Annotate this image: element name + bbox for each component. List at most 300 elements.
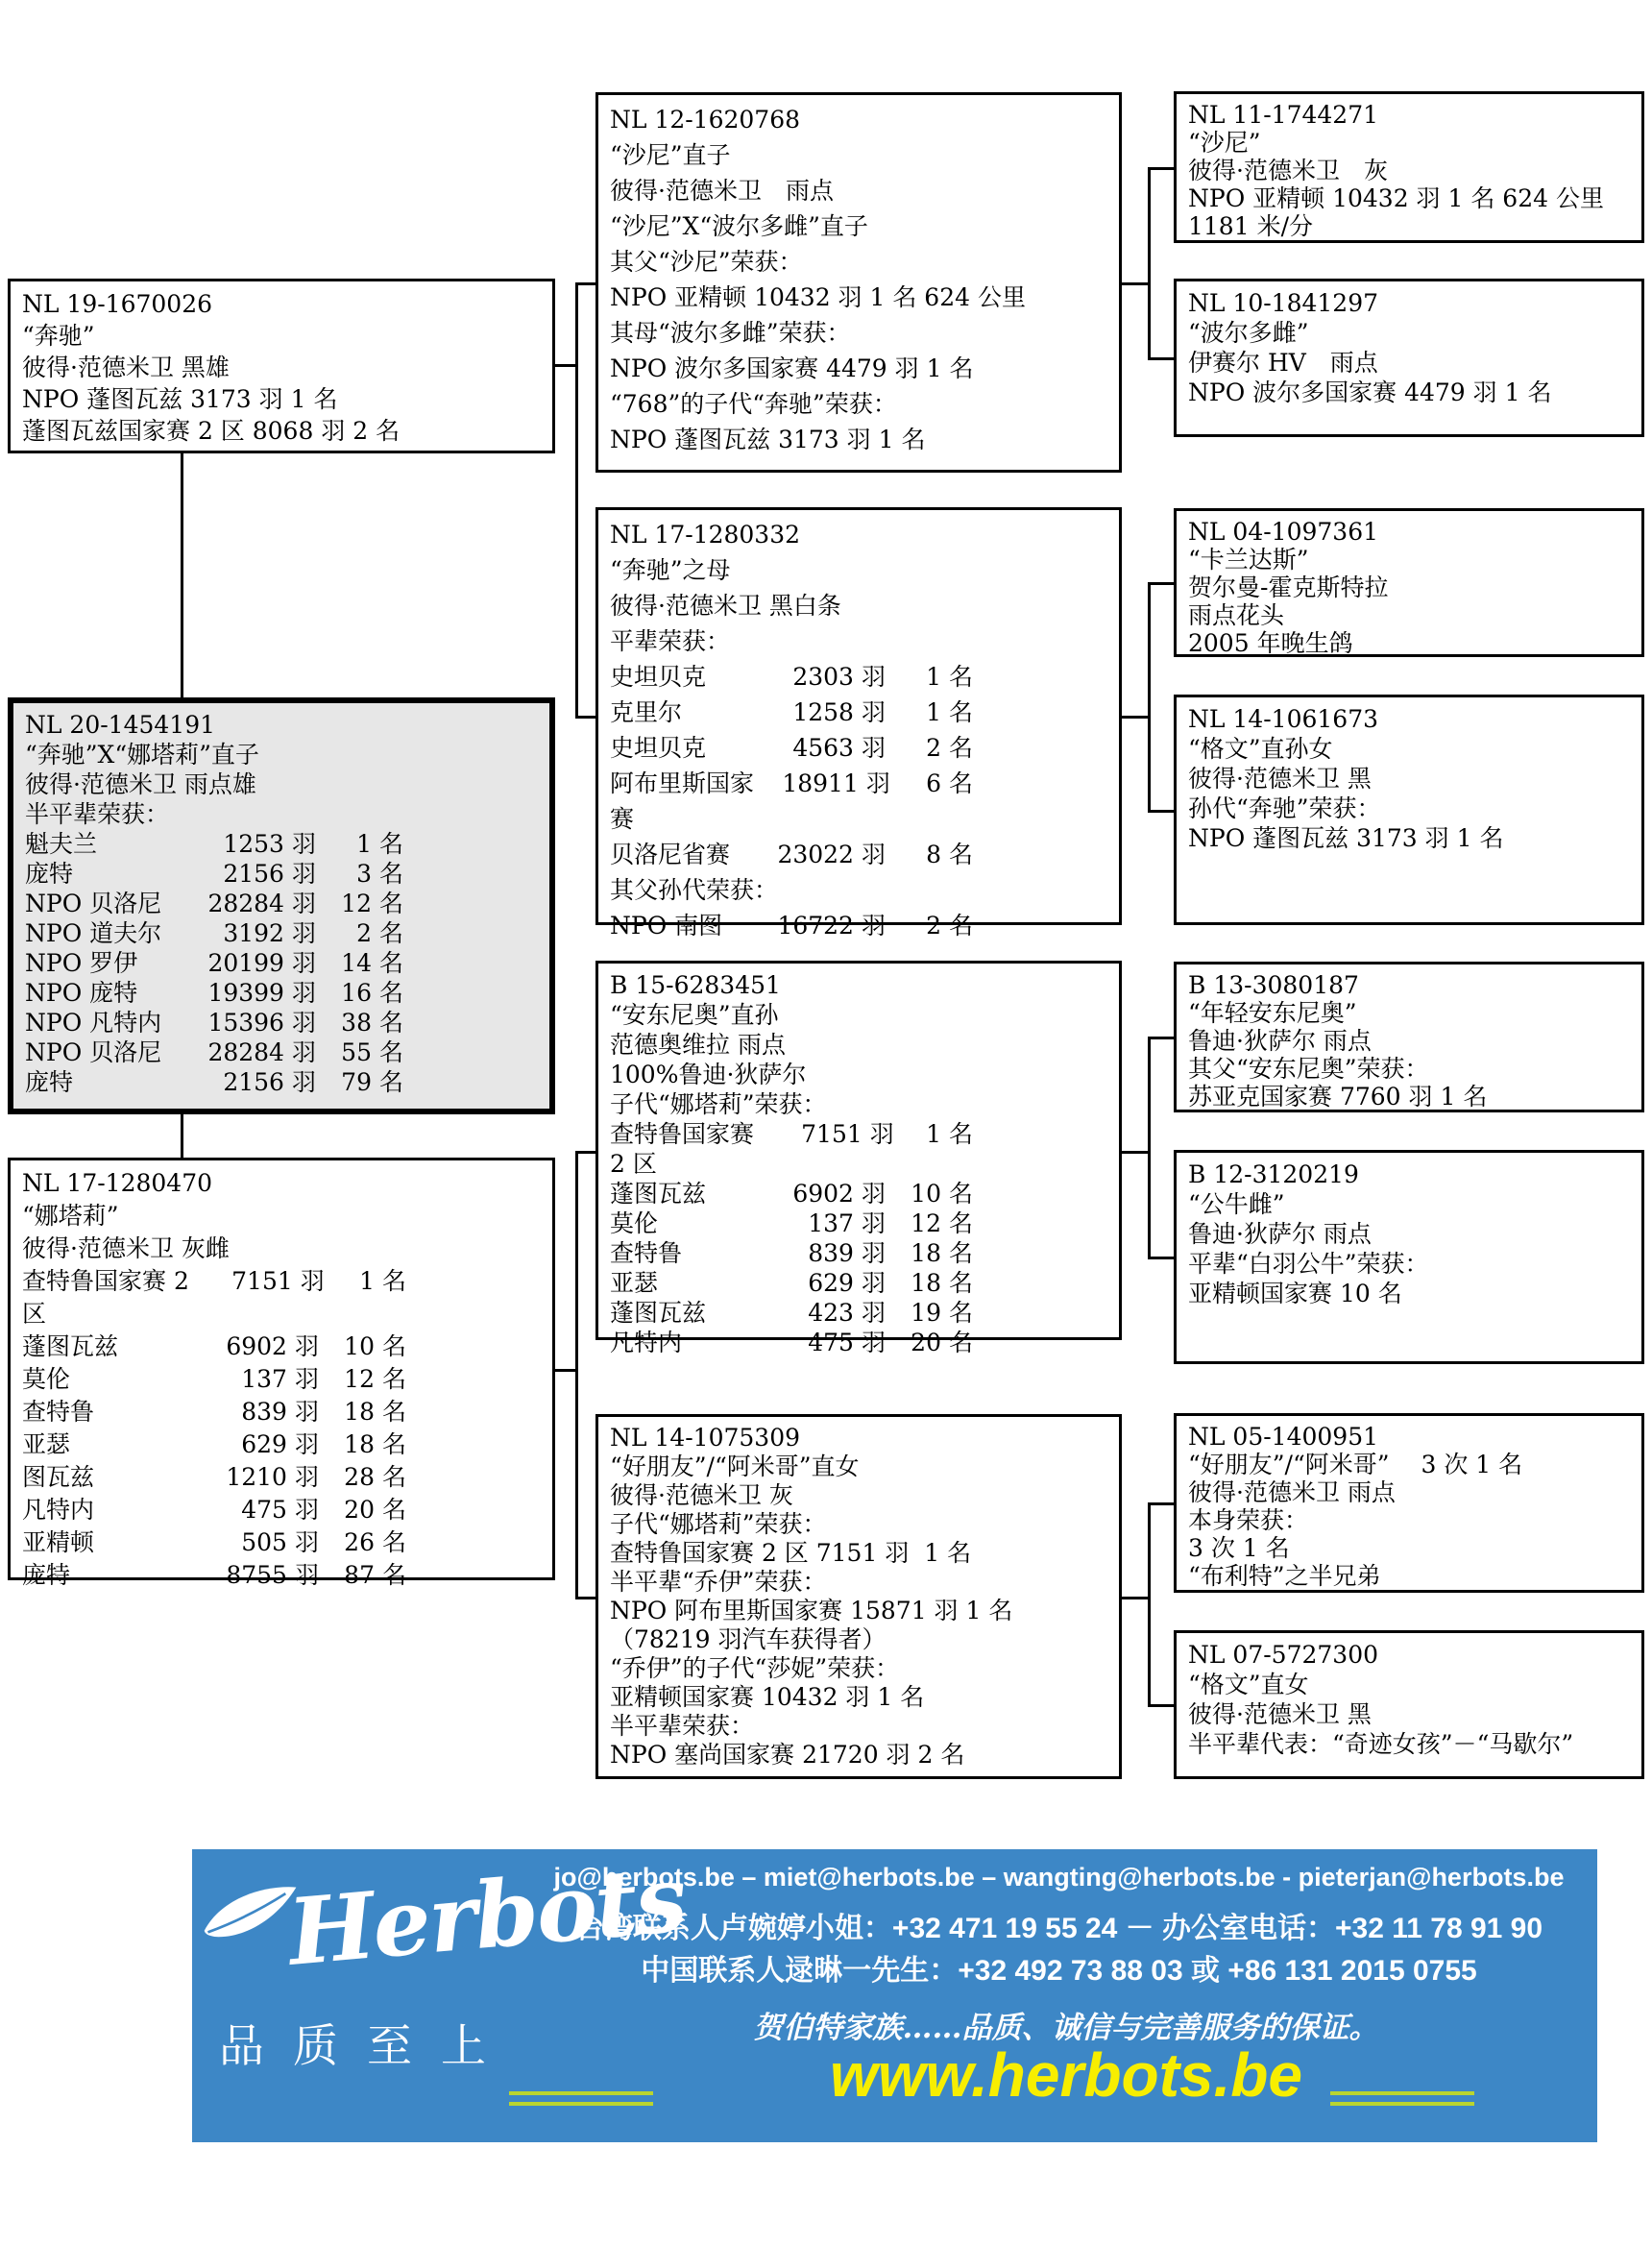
pigeon-count: 28284 [207, 890, 284, 917]
result-row [610, 730, 1107, 766]
pigeon-count: 15396 [207, 1009, 284, 1037]
pedigree-line: 半平辈荣获： [610, 1712, 755, 1740]
pedigree-line: “公牛雌” [1188, 1190, 1285, 1218]
unit-wing: 羽 [861, 1269, 886, 1297]
pedigree-line: 蓬图瓦兹国家赛 2 区 8068 羽 2 名 [22, 417, 401, 445]
pigeon-count: 8755 [226, 1561, 287, 1589]
pedigree-line: “奔驰” [22, 322, 95, 350]
pedigree-line: 3 次 1 名 [1188, 1534, 1290, 1562]
pigeon-count: 505 [241, 1528, 287, 1556]
rank-value: 16 [341, 979, 372, 1007]
result-row [610, 659, 1107, 695]
pedigree-line: NPO 蓬图瓦兹 3173 羽 1 名 [1188, 824, 1504, 852]
pedigree-box-r8 [1174, 1630, 1644, 1779]
pedigree-line: 2005 年晚生鸽 [1188, 629, 1353, 657]
unit-wing: 羽 [861, 1209, 886, 1237]
pedigree-box-m3 [595, 961, 1122, 1356]
unit-wing: 羽 [291, 949, 316, 977]
result-row [25, 889, 538, 918]
pedigree-line: NL 11-1744271 [1188, 101, 1379, 129]
race-name: 图瓦兹 [22, 1463, 95, 1491]
rank-value: 2 [356, 919, 372, 947]
race-name: 蓬图瓦兹 [610, 1180, 707, 1208]
pedigree-line: “好朋友”/“阿米哥”直女 [610, 1453, 860, 1480]
unit-rank: 名 [948, 1329, 973, 1356]
pedigree-line: 彼得·范德米卫 黑 [1188, 765, 1372, 793]
race-name: 查特鲁 [610, 1239, 683, 1267]
pigeon-count: 137 [241, 1365, 287, 1393]
pedigree-line: NL 14-1075309 [610, 1424, 801, 1452]
pedigree-line: 贺尔曼-霍克斯特拉 [1188, 574, 1389, 601]
connector-line [181, 453, 183, 697]
result-row [610, 1268, 1107, 1298]
connector-line [1122, 716, 1151, 719]
pedigree-line: 本身荣获： [1188, 1506, 1309, 1534]
pedigree-line: 平辈“白羽公牛”荣获： [1188, 1250, 1429, 1278]
race-name: 查特鲁 [22, 1398, 95, 1426]
race-name: 克里尔 [610, 698, 683, 726]
race-name: 亚精顿 [22, 1528, 95, 1556]
race-name: NPO 凡特内 [25, 1009, 162, 1037]
unit-wing: 羽 [865, 769, 890, 797]
pedigree-line: 其父孙代荣获： [610, 876, 779, 904]
unit-rank: 名 [381, 1528, 406, 1556]
result-row [610, 1208, 1107, 1238]
unit-rank: 名 [378, 919, 403, 947]
pedigree-line: “沙尼”X“波尔多雌”直子 [610, 212, 868, 240]
pedigree-line: “年轻安东尼奥” [1188, 999, 1357, 1027]
pedigree-line: NL 17-1280470 [22, 1169, 213, 1197]
rank-value: 18 [344, 1430, 375, 1458]
pedigree-box-r2 [1174, 279, 1644, 437]
rank-value: 6 [926, 769, 941, 797]
result-row [610, 908, 1107, 943]
unit-wing: 羽 [294, 1398, 319, 1426]
race-name: 亚瑟 [610, 1269, 659, 1297]
rank-value: 2 [926, 734, 941, 762]
race-name: 蓬图瓦兹 [610, 1299, 707, 1327]
pigeon-count: 6902 [792, 1180, 854, 1208]
unit-wing: 羽 [291, 860, 316, 888]
rank-value: 38 [341, 1009, 372, 1037]
pedigree-box-r3 [1174, 508, 1644, 657]
result-row [610, 695, 1107, 730]
connector-line [575, 1151, 595, 1154]
unit-wing: 羽 [869, 1120, 894, 1148]
pedigree-line: “格文”直孙女 [1188, 735, 1333, 763]
unit-wing: 羽 [291, 1068, 316, 1096]
unit-wing: 羽 [861, 698, 886, 726]
connector-line [1148, 167, 1151, 357]
pigeon-count: 28284 [207, 1038, 284, 1066]
connector-line [1122, 1151, 1151, 1154]
rank-value: 3 [356, 860, 372, 888]
race-name: NPO 贝洛尼 [25, 890, 162, 917]
pedigree-line: NPO 阿布里斯国家赛 15871 羽 1 名 [610, 1597, 1013, 1624]
pigeon-count: 629 [241, 1430, 287, 1458]
unit-rank: 名 [381, 1365, 406, 1393]
connector-line [1148, 582, 1174, 585]
connector-line [1148, 1704, 1174, 1707]
pedigree-box-r4 [1174, 695, 1644, 925]
pedigree-line: 查特鲁国家赛 2 区 7151 羽 1 名 [610, 1539, 972, 1567]
pigeon-count: 475 [808, 1329, 854, 1356]
pigeon-count: 629 [808, 1269, 854, 1297]
pigeon-count: 7151 [231, 1267, 293, 1295]
pigeon-count: 6902 [226, 1332, 287, 1360]
pedigree-line: 半平辈荣获： [25, 800, 170, 828]
pedigree-line: “沙尼” [1188, 129, 1261, 157]
connector-line [575, 282, 578, 716]
rank-value: 12 [341, 890, 372, 917]
decorative-lines-right [1330, 2091, 1474, 2106]
connector-line [575, 1597, 595, 1599]
race-name: 庞特 [25, 1068, 74, 1096]
rank-value: 2 [926, 912, 941, 940]
result-row [22, 1363, 541, 1396]
unit-rank: 名 [381, 1561, 406, 1589]
pedigree-line: 1181 米/分 [1188, 212, 1313, 240]
pedigree-box-m4 [595, 1414, 1122, 1779]
pedigree-line: 平辈荣获： [610, 627, 731, 655]
pedigree-box-r7 [1174, 1413, 1644, 1593]
rank-value: 14 [341, 949, 372, 977]
race-name: 查特鲁国家赛 2 区 [610, 1120, 762, 1178]
result-row [25, 859, 538, 889]
race-name: 史坦贝克 [610, 663, 707, 691]
pedigree-line: NPO 亚精顿 10432 羽 1 名 624 公里 [610, 283, 1026, 311]
pedigree-line: 彼得·范德米卫 黑白条 [610, 592, 841, 620]
pigeon-count: 4563 [792, 734, 854, 762]
pedigree-line: 亚精顿国家赛 10432 羽 1 名 [610, 1683, 925, 1711]
family-tagline: 贺伯特家族……品质、诚信与完善服务的保证。 [753, 2011, 1379, 2045]
race-name: NPO 罗伊 [25, 949, 138, 977]
herbots-banner [192, 1845, 1597, 2142]
pedigree-line: 伊赛尔 HV 雨点 [1188, 349, 1378, 377]
taiwan-contact-line: 台湾联系人卢婉婷小姐：+32 471 19 55 24 － 办公室电话：+32 11 78 91 90 [574, 1913, 1543, 1944]
unit-rank: 名 [948, 769, 973, 797]
pedigree-box-b [8, 697, 555, 1114]
connector-line [575, 716, 595, 719]
pedigree-line: 彼得·范德米卫 雨点雄 [25, 770, 256, 798]
china-contact-line: 中国联系人逯晽一先生：+32 492 73 88 03 或 +86 131 2015 0755 [641, 1955, 1477, 1987]
unit-wing: 羽 [861, 663, 886, 691]
result-row [25, 829, 538, 859]
pedigree-line: “好朋友”/“阿米哥” 3 次 1 名 [1188, 1451, 1523, 1478]
connector-line [575, 1151, 578, 1597]
pigeon-count: 18911 [782, 769, 859, 797]
rank-value: 19 [911, 1299, 941, 1327]
pedigree-line: NPO 亚精顿 10432 羽 1 名 624 公里 [1188, 184, 1604, 212]
rank-value: 26 [344, 1528, 375, 1556]
rank-value: 1 [926, 663, 941, 691]
pigeon-count: 1253 [223, 830, 284, 858]
rank-value: 18 [911, 1239, 941, 1267]
unit-rank: 名 [381, 1398, 406, 1426]
pedigree-line: NL 14-1061673 [1188, 705, 1379, 733]
pedigree-line: “768”的子代“奔驰”荣获： [610, 390, 897, 418]
pedigree-line: “奔驰”之母 [610, 556, 731, 584]
unit-rank: 名 [378, 890, 403, 917]
race-name: NPO 庞特 [25, 979, 138, 1007]
unit-wing: 羽 [291, 979, 316, 1007]
result-row [22, 1526, 541, 1559]
rank-value: 12 [344, 1365, 375, 1393]
race-name: NPO 南图 [610, 912, 723, 940]
rank-value: 20 [344, 1496, 375, 1524]
connector-line [575, 282, 595, 285]
pedigree-line: 半平辈代表：“奇迹女孩”－“马歇尔” [1188, 1730, 1574, 1758]
rank-value: 1 [926, 1120, 941, 1148]
pedigree-box-r6 [1174, 1150, 1644, 1364]
unit-wing: 羽 [291, 890, 316, 917]
unit-wing: 羽 [300, 1267, 325, 1295]
unit-rank: 名 [378, 860, 403, 888]
result-row [25, 948, 538, 978]
pigeon-count: 137 [808, 1209, 854, 1237]
unit-wing: 羽 [291, 1009, 316, 1037]
unit-rank: 名 [948, 1239, 973, 1267]
pedigree-line: 彼得·范德米卫 灰 [1188, 157, 1388, 184]
race-name: 贝洛尼省赛 [610, 841, 731, 868]
unit-rank: 名 [948, 698, 973, 726]
result-row [22, 1428, 541, 1461]
pedigree-line: 孙代“奔驰”荣获： [1188, 794, 1381, 822]
pedigree-line: 彼得·范德米卫 灰 [610, 1481, 793, 1509]
rank-value: 28 [344, 1463, 375, 1491]
pedigree-line: B 13-3080187 [1188, 971, 1359, 999]
result-row [22, 1331, 541, 1363]
unit-wing: 羽 [294, 1332, 319, 1360]
pigeon-count: 7151 [801, 1120, 862, 1148]
unit-wing: 羽 [294, 1463, 319, 1491]
result-row [22, 1559, 541, 1592]
pigeon-count: 19399 [207, 979, 284, 1007]
unit-rank: 名 [948, 1120, 973, 1148]
pedigree-line: NPO 蓬图瓦兹 3173 羽 1 名 [22, 385, 338, 413]
unit-wing: 羽 [861, 1329, 886, 1356]
website-url: www.herbots.be [830, 2040, 1302, 2110]
pigeon-count: 423 [808, 1299, 854, 1327]
pedigree-line: 鲁迪·狄萨尔 雨点 [1188, 1027, 1372, 1055]
result-row [610, 1179, 1107, 1208]
pedigree-line: 范德奥维拉 雨点 [610, 1031, 786, 1059]
race-name: 莫伦 [22, 1365, 71, 1393]
pedigree-line: 彼得·范德米卫 灰雌 [22, 1234, 230, 1262]
connector-line [1122, 1597, 1151, 1599]
unit-rank: 名 [948, 912, 973, 940]
unit-rank: 名 [381, 1430, 406, 1458]
slogan-text: 品质至上 [219, 2020, 515, 2073]
rank-value: 10 [344, 1332, 375, 1360]
race-name: 凡特内 [610, 1329, 683, 1356]
pedigree-line: NPO 塞尚国家赛 21720 羽 2 名 [610, 1741, 965, 1769]
result-row [22, 1396, 541, 1428]
unit-wing: 羽 [294, 1496, 319, 1524]
unit-wing: 羽 [294, 1561, 319, 1589]
pigeon-count: 839 [808, 1239, 854, 1267]
pedigree-line: “娜塔莉” [22, 1202, 119, 1230]
rank-value: 18 [344, 1398, 375, 1426]
result-row [610, 1119, 1107, 1179]
pigeon-count: 16722 [777, 912, 854, 940]
pedigree-line: 半平辈“乔伊”荣获： [610, 1568, 827, 1596]
pigeon-count: 839 [241, 1398, 287, 1426]
unit-wing: 羽 [861, 1299, 886, 1327]
rank-value: 8 [926, 841, 941, 868]
unit-rank: 名 [381, 1332, 406, 1360]
race-name: 莫伦 [610, 1209, 659, 1237]
unit-wing: 羽 [294, 1528, 319, 1556]
race-name: 蓬图瓦兹 [22, 1332, 119, 1360]
pedigree-line: 其父“安东尼奥”荣获： [1188, 1055, 1429, 1083]
pedigree-line: NL 04-1097361 [1188, 518, 1379, 546]
result-row [610, 1298, 1107, 1328]
logo-text: Herbots [283, 1845, 690, 1987]
race-name: 庞特 [25, 860, 74, 888]
pedigree-line: 100%鲁迪·狄萨尔 [610, 1061, 807, 1088]
pedigree-line: NPO 波尔多国家赛 4479 羽 1 名 [1188, 378, 1552, 406]
unit-rank: 名 [381, 1496, 406, 1524]
pedigree-line: “沙尼”直子 [610, 141, 731, 169]
pigeon-count: 2156 [223, 1068, 284, 1096]
race-name: 查特鲁国家赛 2 区 [22, 1267, 197, 1328]
pigeon-count: 2303 [792, 663, 854, 691]
rank-value: 1 [926, 698, 941, 726]
unit-rank: 名 [948, 1299, 973, 1327]
pedigree-line: “布利特”之半兄弟 [1188, 1562, 1381, 1590]
pedigree-line: “安东尼奥”直孙 [610, 1001, 779, 1029]
connector-line [1148, 1037, 1174, 1039]
unit-rank: 名 [378, 830, 403, 858]
pedigree-box-m1 [595, 92, 1122, 473]
unit-rank: 名 [381, 1463, 406, 1491]
result-row [610, 1328, 1107, 1357]
connector-line [1148, 810, 1174, 813]
unit-wing: 羽 [291, 830, 316, 858]
pigeon-count: 1210 [226, 1463, 287, 1491]
result-row [25, 1008, 538, 1038]
unit-rank: 名 [948, 1180, 973, 1208]
unit-rank: 名 [948, 841, 973, 868]
connector-line [1148, 1037, 1151, 1257]
result-row [22, 1265, 541, 1331]
pedigree-line: 彼得·范德米卫 黑雄 [22, 354, 230, 381]
pigeon-count: 475 [241, 1496, 287, 1524]
unit-rank: 名 [948, 734, 973, 762]
rank-value: 12 [911, 1209, 941, 1237]
result-row [25, 1038, 538, 1067]
unit-rank: 名 [378, 1009, 403, 1037]
connector-line [1148, 1257, 1174, 1259]
pedigree-line: NL 20-1454191 [25, 711, 216, 739]
pedigree-line: NL 12-1620768 [610, 106, 801, 134]
rank-value: 1 [356, 830, 372, 858]
connector-line [181, 1114, 183, 1158]
pedigree-line: 苏亚克国家赛 7760 羽 1 名 [1188, 1083, 1488, 1111]
unit-rank: 名 [948, 1209, 973, 1237]
unit-wing: 羽 [861, 912, 886, 940]
unit-wing: 羽 [861, 734, 886, 762]
pedigree-line: “奔驰”X“娜塔莉”直子 [25, 741, 259, 769]
unit-rank: 名 [378, 1038, 403, 1066]
pedigree-line: NL 17-1280332 [610, 521, 801, 549]
pedigree-box-c [8, 1158, 555, 1589]
result-row [610, 1238, 1107, 1268]
pigeon-count: 23022 [777, 841, 854, 868]
unit-rank: 名 [948, 663, 973, 691]
pedigree-line: NL 07-5727300 [1188, 1641, 1379, 1669]
unit-rank: 名 [378, 949, 403, 977]
pigeon-count: 3192 [223, 919, 284, 947]
rank-value: 18 [911, 1269, 941, 1297]
result-row [25, 978, 538, 1008]
result-row [610, 837, 1107, 872]
rank-value: 20 [911, 1329, 941, 1356]
unit-rank: 名 [378, 1068, 403, 1096]
pedigree-line: NL 05-1400951 [1188, 1423, 1379, 1451]
connector-line [1148, 1502, 1174, 1505]
pedigree-line: NPO 波尔多国家赛 4479 羽 1 名 [610, 354, 974, 382]
race-name: 阿布里斯国家赛 [610, 769, 755, 833]
connector-line [1148, 357, 1174, 360]
race-name: 史坦贝克 [610, 734, 707, 762]
pedigree-line: 亚精顿国家赛 10 名 [1188, 1280, 1402, 1307]
unit-rank: 名 [948, 1269, 973, 1297]
race-name: 凡特内 [22, 1496, 95, 1524]
unit-wing: 羽 [291, 919, 316, 947]
rank-value: 79 [341, 1068, 372, 1096]
result-row [25, 918, 538, 948]
pedigree-box-m2 [595, 507, 1122, 940]
pedigree-line: B 12-3120219 [1188, 1160, 1359, 1188]
connector-line [1148, 167, 1174, 170]
unit-wing: 羽 [294, 1430, 319, 1458]
race-name: 魁夫兰 [25, 830, 98, 858]
pedigree-line: NPO 蓬图瓦兹 3173 羽 1 名 [610, 426, 926, 453]
pedigree-line: “格文”直女 [1188, 1671, 1309, 1698]
pedigree-line: 鲁迪·狄萨尔 雨点 [1188, 1220, 1372, 1248]
pedigree-line: 彼得·范德米卫 雨点 [610, 177, 834, 205]
result-row [610, 766, 1107, 837]
connector-line [1122, 282, 1151, 285]
pedigree-line: 子代“娜塔莉”荣获： [610, 1510, 827, 1538]
unit-wing: 羽 [861, 1180, 886, 1208]
email-line: jo@herbots.be – miet@herbots.be – wangting@herbots.be - pieterjan@herbots.be [553, 1863, 1565, 1892]
connector-line [1148, 582, 1151, 810]
unit-wing: 羽 [294, 1365, 319, 1393]
rank-value: 87 [344, 1561, 375, 1589]
race-name: 亚瑟 [22, 1430, 71, 1458]
unit-rank: 名 [378, 979, 403, 1007]
race-name: 庞特 [22, 1561, 71, 1589]
pedigree-line: 子代“娜塔莉”荣获： [610, 1090, 827, 1118]
unit-wing: 羽 [861, 1239, 886, 1267]
rank-value: 1 [359, 1267, 375, 1295]
pigeon-count: 20199 [207, 949, 284, 977]
race-name: NPO 贝洛尼 [25, 1038, 162, 1066]
pedigree-line: NL 19-1670026 [22, 290, 213, 318]
pedigree-line: “卡兰达斯” [1188, 546, 1309, 574]
pedigree-line: 彼得·范德米卫 雨点 [1188, 1478, 1396, 1506]
unit-wing: 羽 [861, 841, 886, 868]
pedigree-line: 其父“沙尼”荣获： [610, 248, 803, 276]
result-row [25, 1067, 538, 1097]
pedigree-line: “波尔多雌” [1188, 319, 1309, 347]
pedigree-line: “乔伊”的子代“莎妮”荣获： [610, 1654, 900, 1682]
pedigree-line: B 15-6283451 [610, 971, 781, 999]
pigeon-count: 1258 [792, 698, 854, 726]
